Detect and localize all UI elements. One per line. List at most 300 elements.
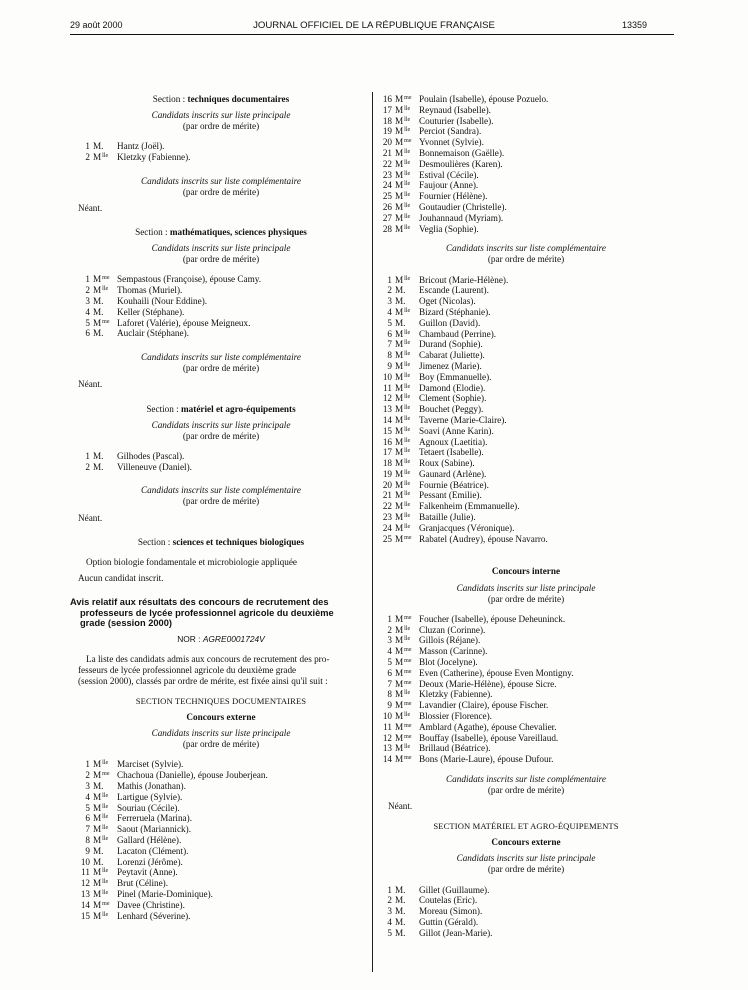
rank-number: 2 xyxy=(85,152,90,163)
rank-number: 5 xyxy=(85,317,90,328)
rank-number: 13 xyxy=(382,743,392,754)
civility xyxy=(93,889,117,900)
rank-number: 4 xyxy=(387,306,392,317)
candidate-entry xyxy=(78,911,364,922)
rank-number: 14 xyxy=(382,754,392,765)
header-page-number: 13359 xyxy=(622,20,648,30)
list-heading: Candidats inscrits sur liste principale xyxy=(151,728,291,739)
civility-superscript: lle xyxy=(404,351,411,358)
neant-note: Néant. xyxy=(78,379,103,390)
rank-number: 13 xyxy=(80,889,90,900)
civility-abbrev: M xyxy=(395,158,404,169)
rank-number: 1 xyxy=(85,450,90,461)
civility-abbrev: M xyxy=(395,667,404,678)
civility-abbrev: M. xyxy=(395,285,406,296)
civility-superscript: lle xyxy=(102,911,109,918)
candidate-name: Souriau (Cécile). xyxy=(117,802,180,813)
rank-number: 22 xyxy=(382,501,392,512)
candidate-name: Yvonnet (Sylvie). xyxy=(419,137,484,148)
rank-number: 1 xyxy=(85,759,90,770)
candidate-name: Desmoulières (Karen). xyxy=(419,158,503,169)
civility-superscript: lle xyxy=(404,224,411,231)
civility-superscript: lle xyxy=(102,836,109,843)
civility-superscript: me xyxy=(404,614,412,621)
order-note: (par ordre de mérite) xyxy=(182,496,260,507)
nor-reference: NOR : AGRE0001724V xyxy=(177,633,265,644)
civility xyxy=(93,781,117,792)
civility-superscript: me xyxy=(102,900,110,907)
rank-number: 25 xyxy=(382,533,392,544)
order-note: (par ordre de mérite) xyxy=(182,121,260,132)
civility-abbrev: M xyxy=(93,813,102,824)
concours-heading: Concours interne xyxy=(491,566,561,577)
civility-abbrev: M xyxy=(93,835,102,846)
civility-abbrev: M xyxy=(395,147,404,158)
civility-superscript: lle xyxy=(404,636,411,643)
section-heading: Section : matériel et agro-équipements xyxy=(146,403,296,414)
civility xyxy=(395,657,419,668)
candidate-entry xyxy=(380,159,672,170)
civility-superscript: lle xyxy=(404,307,411,314)
civility-abbrev: M xyxy=(395,169,404,180)
civility-superscript: me xyxy=(404,679,412,686)
candidate-entry xyxy=(380,105,672,116)
list-heading: Candidats inscrits sur liste principale xyxy=(151,110,291,121)
list-heading: Candidats inscrits sur liste complémentaire xyxy=(446,773,606,784)
civility xyxy=(93,451,117,462)
civility xyxy=(395,437,419,448)
rank-number: 8 xyxy=(387,350,392,361)
section-caps-heading: SECTION MATÉRIEL ET AGRO-ÉQUIPEMENTS xyxy=(433,821,619,832)
candidate-entry xyxy=(78,462,364,473)
civility-abbrev: M xyxy=(395,306,404,317)
order-note: (par ordre de mérite) xyxy=(182,363,260,374)
order-note: (par ordre de mérite) xyxy=(487,864,565,875)
rank-number: 14 xyxy=(382,414,392,425)
candidate-name: Brillaud (Béatrice). xyxy=(419,743,491,754)
civility xyxy=(395,393,419,404)
candidate-name: Chambaud (Perrine). xyxy=(419,328,497,339)
civility xyxy=(395,213,419,224)
candidate-name: Bricout (Marie-Hélène). xyxy=(419,274,509,285)
candidate-entry xyxy=(380,711,672,722)
candidate-entry xyxy=(380,361,672,372)
rank-number: 11 xyxy=(81,867,90,878)
candidate-entry xyxy=(78,318,364,329)
civility-abbrev: M. xyxy=(395,927,406,938)
civility xyxy=(93,328,117,339)
candidate-entry xyxy=(78,328,364,339)
civility-abbrev: M xyxy=(395,104,404,115)
civility-superscript: lle xyxy=(102,825,109,832)
civility xyxy=(93,770,117,781)
civility-abbrev: M. xyxy=(93,856,104,867)
candidate-entry xyxy=(78,792,364,803)
candidate-name: Keller (Stéphane). xyxy=(117,306,185,317)
civility-abbrev: M xyxy=(395,479,404,490)
civility-superscript: lle xyxy=(404,491,411,498)
rank-number: 8 xyxy=(85,835,90,846)
civility xyxy=(395,94,419,105)
civility-abbrev: M xyxy=(93,802,102,813)
candidate-name: Guttin (Gérald). xyxy=(419,916,479,927)
civility xyxy=(93,141,117,152)
candidate-entry xyxy=(380,126,672,137)
civility-abbrev: M. xyxy=(93,296,104,307)
civility-superscript: lle xyxy=(404,513,411,520)
civility-superscript: lle xyxy=(404,213,411,220)
candidate-name: Jouhannaud (Myriam). xyxy=(419,212,504,223)
candidate-entry xyxy=(380,437,672,448)
civility xyxy=(93,792,117,803)
no-candidate-note: Aucun candidat inscrit. xyxy=(78,572,164,583)
civility xyxy=(395,339,419,350)
civility xyxy=(395,469,419,480)
civility xyxy=(93,759,117,770)
civility xyxy=(93,857,117,868)
civility-abbrev: M. xyxy=(93,461,104,472)
civility xyxy=(93,307,117,318)
candidate-name: Clement (Sophie). xyxy=(419,393,487,404)
candidate-name: Reynaud (Isabelle). xyxy=(419,104,491,115)
candidate-entry xyxy=(380,668,672,679)
rank-number: 3 xyxy=(387,635,392,646)
candidate-entry xyxy=(78,152,364,163)
candidate-name: Bonnemaison (Gaëlle). xyxy=(419,147,505,158)
civility-abbrev: M xyxy=(93,317,102,328)
list-heading: Candidats inscrits sur liste complémentaire xyxy=(141,175,301,186)
civility-superscript: lle xyxy=(102,890,109,897)
candidate-name: Blot (Jocelyne). xyxy=(419,656,478,667)
civility xyxy=(395,906,419,917)
rank-number: 4 xyxy=(85,306,90,317)
candidate-entry xyxy=(78,296,364,307)
candidate-name: Rabatel (Audrey), épouse Navarro. xyxy=(419,533,548,544)
civility-superscript: lle xyxy=(102,814,109,821)
rank-number: 14 xyxy=(80,899,90,910)
candidate-entry xyxy=(380,350,672,361)
candidate-entry xyxy=(380,917,672,928)
civility-superscript: lle xyxy=(404,711,411,718)
civility xyxy=(93,274,117,285)
civility xyxy=(93,824,117,835)
civility xyxy=(395,490,419,501)
rank-number: 12 xyxy=(382,393,392,404)
rank-number: 21 xyxy=(382,147,392,158)
candidate-entry xyxy=(380,458,672,469)
rank-number: 3 xyxy=(85,781,90,792)
civility-abbrev: M xyxy=(395,533,404,544)
civility-superscript: lle xyxy=(404,275,411,282)
civility-abbrev: M xyxy=(395,414,404,425)
section-title: techniques documentaires xyxy=(187,94,290,104)
civility xyxy=(395,275,419,286)
rank-number: 24 xyxy=(382,180,392,191)
civility-superscript: lle xyxy=(404,116,411,123)
candidate-list xyxy=(380,275,672,545)
civility-abbrev: M. xyxy=(93,328,104,339)
rank-number: 11 xyxy=(383,721,392,732)
civility-superscript: lle xyxy=(102,153,109,160)
civility xyxy=(395,180,419,191)
rank-number: 13 xyxy=(382,404,392,415)
civility-superscript: me xyxy=(404,95,412,101)
candidate-entry xyxy=(380,191,672,202)
list-heading: Candidats inscrits sur liste principale xyxy=(456,582,596,593)
civility-abbrev: M xyxy=(395,126,404,137)
civility-abbrev: M xyxy=(395,732,404,743)
rank-number: 6 xyxy=(387,328,392,339)
civility-superscript: lle xyxy=(404,523,411,530)
civility xyxy=(395,928,419,939)
civility xyxy=(395,754,419,765)
civility xyxy=(395,447,419,458)
civility-abbrev: M xyxy=(395,490,404,501)
civility-abbrev: M xyxy=(93,910,102,921)
candidate-entry xyxy=(380,743,672,754)
civility-abbrev: M xyxy=(395,274,404,285)
candidate-list xyxy=(78,274,364,339)
civility xyxy=(395,296,419,307)
candidate-list xyxy=(78,451,364,473)
rank-number: 5 xyxy=(387,656,392,667)
civility-superscript: lle xyxy=(404,426,411,433)
candidate-name: Fournie (Béatrice). xyxy=(419,479,489,490)
candidate-name: Soavi (Anne Karin). xyxy=(419,425,494,436)
rank-number: 18 xyxy=(382,458,392,469)
rank-number: 9 xyxy=(387,360,392,371)
candidate-entry xyxy=(380,339,672,350)
civility-superscript: lle xyxy=(404,170,411,177)
rank-number: 20 xyxy=(382,137,392,148)
candidate-entry xyxy=(78,141,364,152)
candidate-name: Lacaton (Clément). xyxy=(117,845,189,856)
civility xyxy=(93,296,117,307)
civility xyxy=(395,126,419,137)
concours-heading: Concours externe xyxy=(491,837,561,848)
candidate-entry xyxy=(78,813,364,824)
rank-number: 28 xyxy=(382,223,392,234)
civility xyxy=(93,803,117,814)
civility-superscript: lle xyxy=(404,448,411,455)
rank-number: 22 xyxy=(382,158,392,169)
rank-number: 12 xyxy=(80,878,90,889)
list-heading: Candidats inscrits sur liste complémentaire xyxy=(141,352,301,363)
civility xyxy=(395,743,419,754)
civility xyxy=(395,635,419,646)
civility-superscript: lle xyxy=(102,868,109,875)
rank-number: 3 xyxy=(387,906,392,917)
candidate-entry xyxy=(380,296,672,307)
candidate-name: Bizard (Stéphanie). xyxy=(419,306,491,317)
candidate-entry xyxy=(380,700,672,711)
civility-abbrev: M xyxy=(395,710,404,721)
section-caps-heading: SECTION TECHNIQUES DOCUMENTAIRES xyxy=(135,696,307,707)
civility xyxy=(93,835,117,846)
candidate-name: Masson (Carinne). xyxy=(419,646,488,657)
rank-number: 15 xyxy=(80,910,90,921)
civility-abbrev: M xyxy=(395,180,404,191)
civility-abbrev: M xyxy=(395,371,404,382)
list-heading: Candidats inscrits sur liste complémentaire xyxy=(141,485,301,496)
candidate-name: Veglia (Sophie). xyxy=(419,223,479,234)
civility-abbrev: M xyxy=(395,393,404,404)
civility xyxy=(395,512,419,523)
civility-abbrev: M. xyxy=(93,450,104,461)
civility-superscript: lle xyxy=(404,148,411,155)
civility xyxy=(395,116,419,127)
rank-number: 25 xyxy=(382,191,392,202)
civility-superscript: lle xyxy=(404,415,411,422)
civility-abbrev: M xyxy=(395,201,404,212)
civility-abbrev: M xyxy=(395,656,404,667)
civility xyxy=(395,307,419,318)
candidate-entry xyxy=(380,469,672,480)
civility-abbrev: M xyxy=(395,613,404,624)
candidate-name: Coutelas (Eric). xyxy=(419,895,478,906)
civility xyxy=(93,813,117,824)
candidate-name: Cluzan (Corinne). xyxy=(419,624,486,635)
candidate-name: Lenhard (Séverine). xyxy=(117,910,191,921)
civility-abbrev: M xyxy=(395,512,404,523)
civility-abbrev: M xyxy=(395,350,404,361)
civility-superscript: lle xyxy=(404,159,411,166)
candidate-name: Granjacques (Véronique). xyxy=(419,522,515,533)
candidate-name: Marciset (Sylvie). xyxy=(117,759,184,770)
civility-superscript: lle xyxy=(102,879,109,886)
rank-number: 17 xyxy=(382,447,392,458)
order-note: (par ordre de mérite) xyxy=(182,186,260,197)
candidate-name: Even (Catherine), épouse Even Montigny. xyxy=(419,667,574,678)
civility-abbrev: M xyxy=(395,689,404,700)
rank-number: 2 xyxy=(85,285,90,296)
civility-abbrev: M. xyxy=(395,317,406,328)
candidate-name: Bouffay (Isabelle), épouse Vareillaud. xyxy=(419,732,559,743)
civility-superscript: me xyxy=(404,647,412,654)
neant-note: Néant. xyxy=(78,512,103,523)
candidate-entry xyxy=(78,900,364,911)
column-divider xyxy=(372,92,373,972)
civility-superscript: me xyxy=(102,771,110,778)
candidate-entry xyxy=(380,148,672,159)
civility-abbrev: M xyxy=(93,791,102,802)
candidate-entry xyxy=(380,307,672,318)
rank-number: 18 xyxy=(382,115,392,126)
candidate-entry xyxy=(78,846,364,857)
candidate-name: Blossier (Florence). xyxy=(419,710,492,721)
candidate-entry xyxy=(380,224,672,235)
civility-superscript: lle xyxy=(404,690,411,697)
candidate-name: Oget (Nicolas). xyxy=(419,296,476,307)
rank-number: 11 xyxy=(383,382,392,393)
candidate-name: Falkenheim (Emmanuelle). xyxy=(419,501,520,512)
candidate-entry xyxy=(380,202,672,213)
candidate-entry xyxy=(78,285,364,296)
rank-number: 9 xyxy=(387,700,392,711)
candidate-name: Lavandier (Claire), épouse Fischer. xyxy=(419,700,549,711)
civility xyxy=(395,329,419,340)
civility xyxy=(395,711,419,722)
candidate-name: Escande (Laurent). xyxy=(419,285,489,296)
candidate-name: Fournier (Hélène). xyxy=(419,191,488,202)
civility-abbrev: M xyxy=(93,274,102,285)
civility xyxy=(93,911,117,922)
candidate-entry xyxy=(380,733,672,744)
civility-abbrev: M xyxy=(395,328,404,339)
candidate-entry xyxy=(380,213,672,224)
civility xyxy=(395,679,419,690)
rank-number: 1 xyxy=(387,274,392,285)
candidate-entry xyxy=(78,878,364,889)
candidate-entry xyxy=(380,329,672,340)
civility xyxy=(395,501,419,512)
candidate-name: Saout (Mariannick). xyxy=(117,824,191,835)
rank-number: 16 xyxy=(382,436,392,447)
candidate-entry xyxy=(380,928,672,939)
rank-number: 3 xyxy=(387,296,392,307)
candidate-entry xyxy=(380,116,672,127)
candidate-name: Faujour (Anne). xyxy=(419,180,479,191)
candidate-name: Gilhodes (Pascal). xyxy=(117,450,185,461)
rank-number: 9 xyxy=(85,845,90,856)
rank-number: 10 xyxy=(382,371,392,382)
civility-superscript: me xyxy=(404,722,412,729)
civility-superscript: lle xyxy=(102,760,109,767)
candidate-list xyxy=(78,759,364,921)
civility-abbrev: M. xyxy=(93,845,104,856)
section-title: sciences et techniques biologiques xyxy=(172,536,305,547)
candidate-entry xyxy=(380,393,672,404)
civility-abbrev: M xyxy=(395,754,404,765)
civility xyxy=(395,361,419,372)
candidate-list xyxy=(78,141,364,163)
civility-abbrev: M xyxy=(395,743,404,754)
candidate-entry xyxy=(78,781,364,792)
candidate-name: Couturier (Isabelle). xyxy=(419,115,494,126)
option-note: Option biologie fondamentale et microbiologie appliquée xyxy=(86,556,297,567)
civility-superscript: me xyxy=(404,668,412,675)
candidate-entry xyxy=(380,885,672,896)
civility xyxy=(93,318,117,329)
civility xyxy=(395,885,419,896)
civility-superscript: lle xyxy=(404,361,411,368)
candidate-entry xyxy=(380,906,672,917)
civility-abbrev: M xyxy=(395,447,404,458)
candidate-name: Agnoux (Laetitia). xyxy=(419,436,488,447)
civility xyxy=(93,867,117,878)
rank-number: 2 xyxy=(387,895,392,906)
civility-abbrev: M xyxy=(93,285,102,296)
civility xyxy=(395,895,419,906)
candidate-entry xyxy=(78,770,364,781)
candidate-entry xyxy=(380,614,672,625)
rank-number: 7 xyxy=(85,824,90,835)
order-note: (par ordre de mérite) xyxy=(182,739,260,750)
civility-superscript: me xyxy=(404,534,412,541)
candidate-entry xyxy=(78,759,364,770)
candidate-name: Amblard (Agathe), épouse Chevalier. xyxy=(419,721,557,732)
civility-abbrev: M xyxy=(395,468,404,479)
civility xyxy=(395,372,419,383)
civility xyxy=(93,900,117,911)
civility xyxy=(395,733,419,744)
rank-number: 26 xyxy=(382,201,392,212)
candidate-name: Brut (Céline). xyxy=(117,878,169,889)
candidate-name: Foucher (Isabelle), épouse Deheuninck. xyxy=(419,613,566,624)
candidate-name: Kouhaili (Nour Eddine). xyxy=(117,296,208,307)
civility-superscript: lle xyxy=(404,340,411,347)
neant-note: Néant. xyxy=(388,801,413,812)
